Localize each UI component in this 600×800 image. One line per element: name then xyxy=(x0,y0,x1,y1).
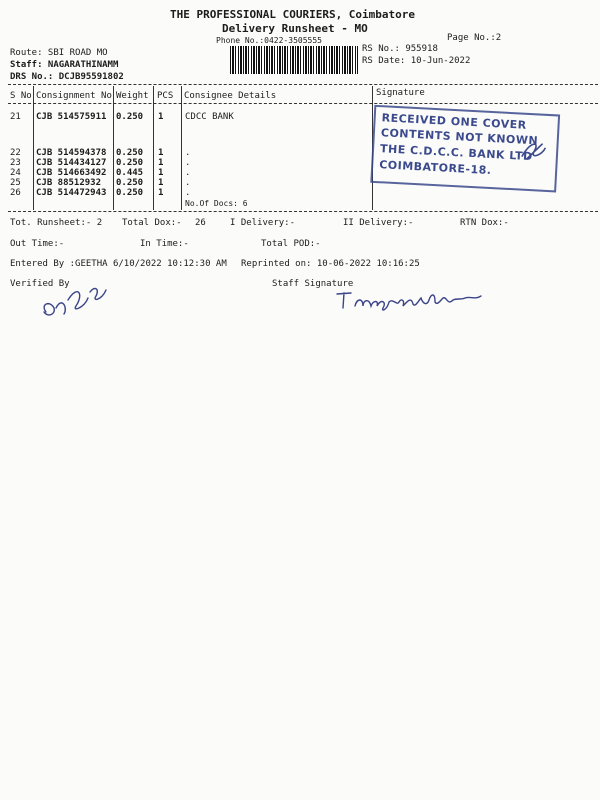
verifier-signature xyxy=(38,278,112,324)
table-top-rule xyxy=(8,84,598,85)
staff-name: Staff: NAGARATHINAMM xyxy=(10,60,119,70)
row-details: . xyxy=(185,188,191,198)
rs-number: RS No.: 955918 xyxy=(362,44,438,54)
stamp-initials-mark xyxy=(518,136,549,164)
row-sno: 23 xyxy=(10,158,21,168)
row-sno: 21 xyxy=(10,112,21,122)
company-name: THE PROFESSIONAL COURIERS, Coimbatore xyxy=(170,8,416,21)
ii-delivery: II Delivery:- xyxy=(343,218,414,228)
header-bottom-rule xyxy=(8,103,598,104)
row-details: . xyxy=(185,178,191,188)
staff-signature xyxy=(335,288,485,314)
row-details: CDCC BANK xyxy=(185,112,234,122)
table-row xyxy=(0,112,372,124)
received-stamp xyxy=(370,105,574,201)
row-consignment: CJB 88512932 xyxy=(36,178,102,188)
in-time: In Time:- xyxy=(140,239,189,249)
reprinted-on: Reprinted on: 10-06-2022 10:16:25 xyxy=(241,259,420,269)
i-delivery: I Delivery:- xyxy=(230,218,296,228)
row-consignment: CJB 514663492 xyxy=(36,168,107,178)
verified-by-label: Verified By xyxy=(10,279,70,289)
no-of-docs: No.Of Docs: 6 xyxy=(185,199,248,208)
row-weight: 0.250 xyxy=(116,148,144,158)
row-pcs: 1 xyxy=(158,158,164,168)
barcode xyxy=(230,46,358,74)
row-sno: 26 xyxy=(10,188,21,198)
row-details: . xyxy=(185,158,191,168)
tot-runsheet: Tot. Runsheet:- 2 xyxy=(10,218,103,228)
row-consignment: CJB 514472943 xyxy=(36,188,107,198)
row-weight: 0.250 xyxy=(116,178,144,188)
col-header-consignment: Consignment No xyxy=(36,91,112,101)
row-details: . xyxy=(185,148,191,158)
col-header-sno: S No xyxy=(10,91,32,101)
stamp-line: COIMBATORE-18. xyxy=(378,158,492,178)
col-header-weight: Weight xyxy=(116,91,149,101)
row-consignment: CJB 514594378 xyxy=(36,148,107,158)
col-header-signature: Signature xyxy=(376,88,425,98)
row-details: . xyxy=(185,168,191,178)
row-pcs: 1 xyxy=(158,148,164,158)
phone-number: Phone No.:0422-3505555 xyxy=(216,36,322,45)
stamp-line: CONTENTS NOT KNOWN xyxy=(380,126,539,148)
page-number: Page No.:2 xyxy=(447,33,502,43)
drs-number: DRS No.: DCJB95591802 xyxy=(10,72,124,82)
stamp-line: THE C.D.C.C. BANK LTD xyxy=(379,142,533,164)
row-consignment: CJB 514434127 xyxy=(36,158,107,168)
row-sno: 22 xyxy=(10,148,21,158)
total-dox-value: 26 xyxy=(195,218,206,228)
row-pcs: 1 xyxy=(158,188,164,198)
row-weight: 0.445 xyxy=(116,168,144,178)
col-header-consignee: Consignee Details xyxy=(184,91,277,101)
stamp-line: RECEIVED ONE COVER xyxy=(381,111,528,132)
entered-by: Entered By :GEETHA 6/10/2022 10:12:30 AM xyxy=(10,259,227,269)
route: Route: SBI ROAD MO xyxy=(10,48,108,58)
rs-date: RS Date: 10-Jun-2022 xyxy=(362,56,471,66)
col-header-pcs: PCS xyxy=(157,91,174,101)
row-pcs: 1 xyxy=(158,168,164,178)
row-sno: 25 xyxy=(10,178,21,188)
rtn-dox: RTN Dox:- xyxy=(460,218,509,228)
table-row xyxy=(0,188,372,199)
total-dox-label: Total Dox:- xyxy=(122,218,182,228)
row-sno: 24 xyxy=(10,168,21,178)
out-time: Out Time:- xyxy=(10,239,65,249)
row-weight: 0.250 xyxy=(116,112,144,122)
row-weight: 0.250 xyxy=(116,188,144,198)
staff-signature-label: Staff Signature xyxy=(272,279,354,289)
row-weight: 0.250 xyxy=(116,158,144,168)
total-pod: Total POD:- xyxy=(261,239,321,249)
row-pcs: 1 xyxy=(158,178,164,188)
row-pcs: 1 xyxy=(158,112,164,122)
document-title: Delivery Runsheet - MO xyxy=(222,22,368,35)
row-consignment: CJB 514575911 xyxy=(36,112,107,122)
table-bottom-rule xyxy=(8,211,598,212)
